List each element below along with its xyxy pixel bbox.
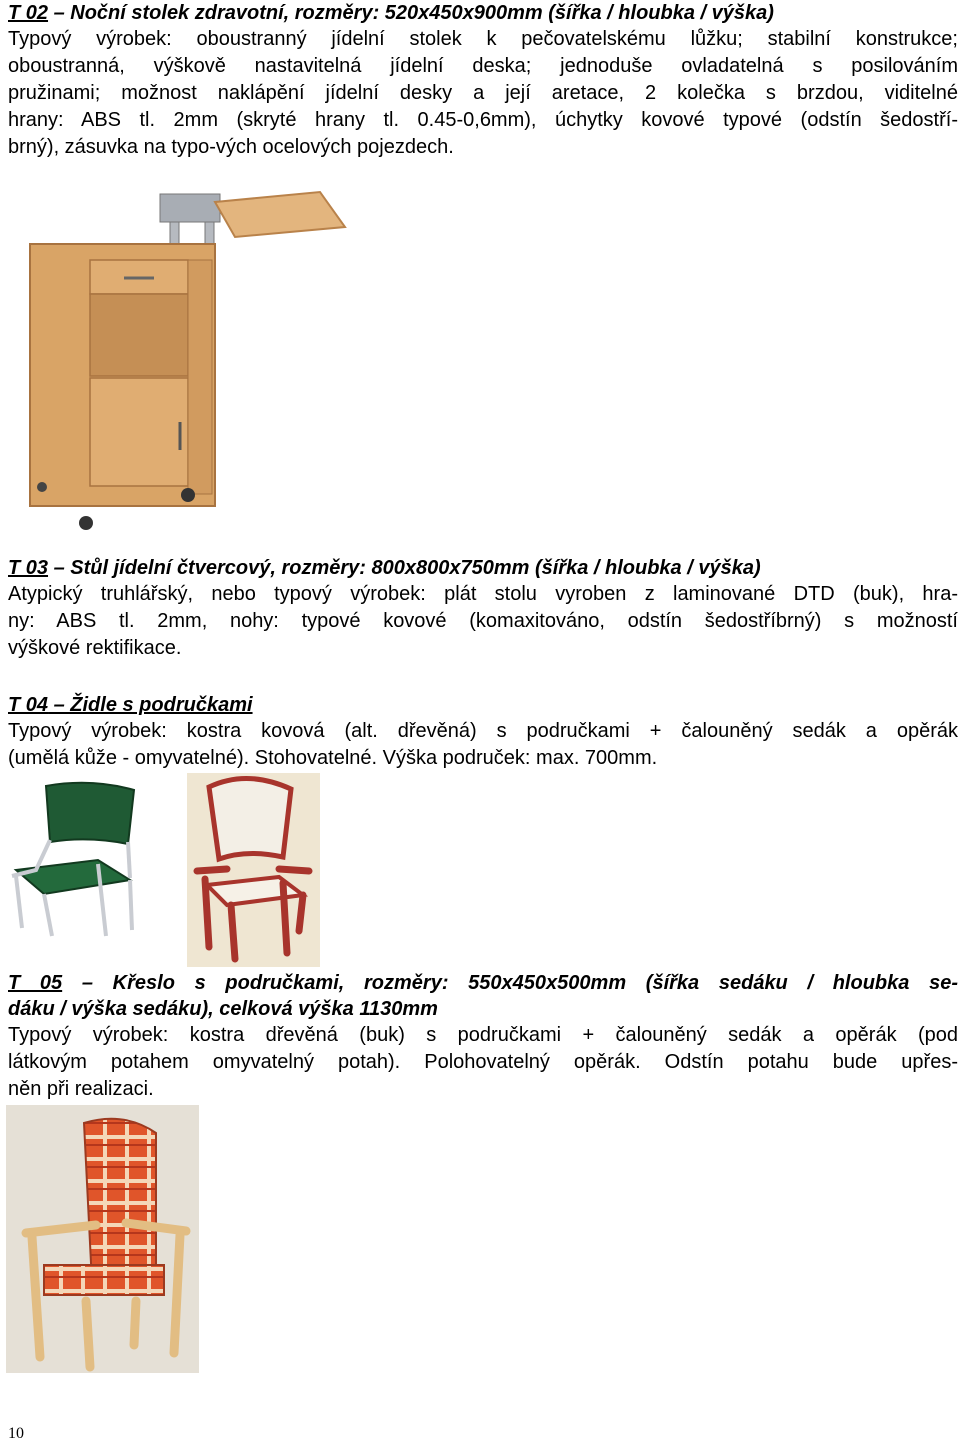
red-chair-photo bbox=[187, 773, 320, 967]
body-line: ny: ABS tl. 2mm, nohy: typové kovové (komaxitováno, odstín šedostříbrný) s možností bbox=[8, 610, 958, 632]
section-title: – Křeslo s područkami, rozměry: 550x450x500mm (šířka sedáku / hloubka se- bbox=[62, 972, 958, 994]
section-heading bbox=[8, 692, 958, 718]
section-heading bbox=[8, 970, 958, 1022]
section-body bbox=[8, 718, 958, 772]
section-body bbox=[8, 26, 958, 161]
page-number: 10 bbox=[8, 1425, 24, 1442]
section-heading bbox=[8, 555, 958, 581]
body-line: Typový výrobek: kostra dřevěná (buk) s područkami + čalouněný sedák a opěrák (pod bbox=[8, 1024, 958, 1046]
section-body bbox=[8, 1022, 958, 1103]
body-line: (umělá kůže - omyvatelné). Stohovatelné. Výška područek: max. 700mm. bbox=[8, 747, 658, 769]
section-t03 bbox=[8, 555, 958, 662]
body-line: Typový výrobek: oboustranný jídelní stolek k pečovatelskému lůžku; stabilní konstrukce; bbox=[8, 28, 958, 50]
body-line: brný), zásuvka na typo-vých ocelových pojezdech. bbox=[8, 136, 454, 158]
body-line: Atypický truhlářský, nebo typový výrobek: plát stolu vyroben z laminované DTD (buk), hra- bbox=[8, 583, 958, 605]
heading-line bbox=[8, 970, 958, 996]
section-t02 bbox=[8, 0, 958, 161]
body-line: látkovým potahem omyvatelný potah). Polohovatelný opěrák. Odstín potahu bude upřes- bbox=[8, 1051, 958, 1073]
bedside-cabinet-photo bbox=[20, 182, 350, 534]
body-line: hrany: ABS tl. 2mm (skryté hrany tl. 0.45-0,6mm), úchytky kovové typové (odstín šedostří- bbox=[8, 109, 958, 131]
section-title: – Židle s područkami bbox=[48, 694, 253, 716]
body-line: Typový výrobek: kostra kovová (alt. dřevěná) s područkami + čalouněný sedák a opěrák bbox=[8, 720, 958, 742]
section-t05 bbox=[8, 970, 958, 1103]
section-code: T 04 bbox=[8, 694, 49, 716]
section-code: T 03 bbox=[8, 557, 49, 579]
heading-line: dáku / výška sedáku), celková výška 1130mm bbox=[8, 998, 438, 1020]
section-code: T 02 bbox=[8, 2, 49, 24]
green-chair-photo bbox=[6, 778, 141, 940]
body-line: výškové rektifikace. bbox=[8, 637, 182, 659]
section-title: – Stůl jídelní čtvercový, rozměry: 800x800x750mm (šířka / hloubka / výška) bbox=[48, 557, 761, 579]
armchair-photo bbox=[6, 1105, 199, 1373]
body-line: pružinami; možnost naklápění jídelní desky a její aretace, 2 kolečka s brzdou, viditelné bbox=[8, 82, 958, 104]
section-body bbox=[8, 581, 958, 662]
section-t04 bbox=[8, 692, 958, 772]
body-line: něn při realizaci. bbox=[8, 1078, 154, 1100]
section-code: T 05 bbox=[8, 972, 63, 994]
section-heading bbox=[8, 0, 958, 26]
body-line: oboustranná, výškově nastavitelná jídelní deska; jednoduše ovladatelná s posilováním bbox=[8, 55, 958, 77]
section-title: – Noční stolek zdravotní, rozměry: 520x450x900mm (šířka / hloubka / výška) bbox=[48, 2, 774, 24]
